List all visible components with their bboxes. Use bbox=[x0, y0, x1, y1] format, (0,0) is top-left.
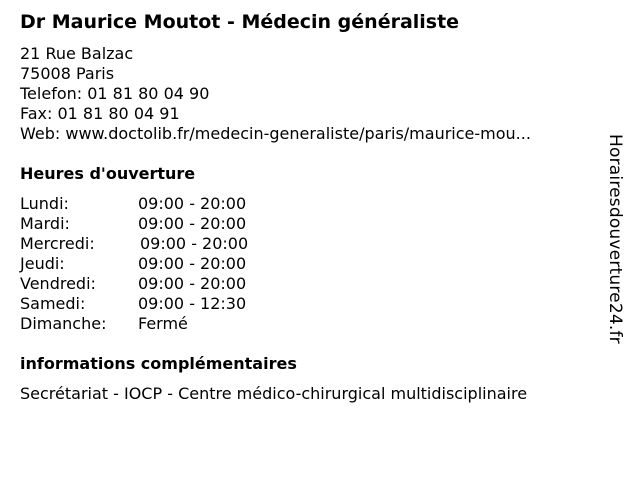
phone-number: Telefon: 01 81 80 04 90 bbox=[20, 84, 210, 103]
time-range: 09:00 - 20:00 bbox=[138, 194, 247, 213]
page-title: Dr Maurice Moutot - Médecin généraliste bbox=[20, 11, 460, 33]
day-label: Mardi: bbox=[20, 214, 70, 233]
opening-hours-heading: Heures d'ouverture bbox=[20, 164, 196, 183]
city-postcode: 75008 Paris bbox=[20, 64, 115, 83]
time-range: 09:00 - 20:00 bbox=[138, 254, 247, 273]
day-label: Jeudi: bbox=[20, 254, 65, 273]
time-range: 09:00 - 20:00 bbox=[138, 214, 247, 233]
day-label: Lundi: bbox=[20, 194, 69, 213]
time-range: 09:00 - 20:00 bbox=[140, 234, 249, 253]
brand-watermark bbox=[598, 134, 632, 344]
time-range: 09:00 - 20:00 bbox=[138, 274, 247, 293]
day-label: Samedi: bbox=[20, 294, 86, 313]
day-label: Dimanche: bbox=[20, 314, 107, 333]
day-label: Mercredi: bbox=[20, 234, 95, 253]
day-label: Vendredi: bbox=[20, 274, 96, 293]
contact-block bbox=[20, 44, 531, 144]
additional-info-text: Secrétariat - IOCP - Centre médico-chirurgical multidisciplinaire bbox=[20, 384, 528, 403]
time-range: Fermé bbox=[138, 314, 188, 333]
street-address: 21 Rue Balzac bbox=[20, 44, 134, 63]
brand-site-name: Horairesdouverture24.fr bbox=[605, 134, 625, 344]
fax-number: Fax: 01 81 80 04 91 bbox=[20, 104, 180, 123]
time-range: 09:00 - 12:30 bbox=[138, 294, 247, 313]
website-link: Web: www.doctolib.fr/medecin-generaliste/paris/maurice-mou... bbox=[20, 124, 531, 143]
additional-info-heading: informations complémentaires bbox=[20, 354, 297, 373]
